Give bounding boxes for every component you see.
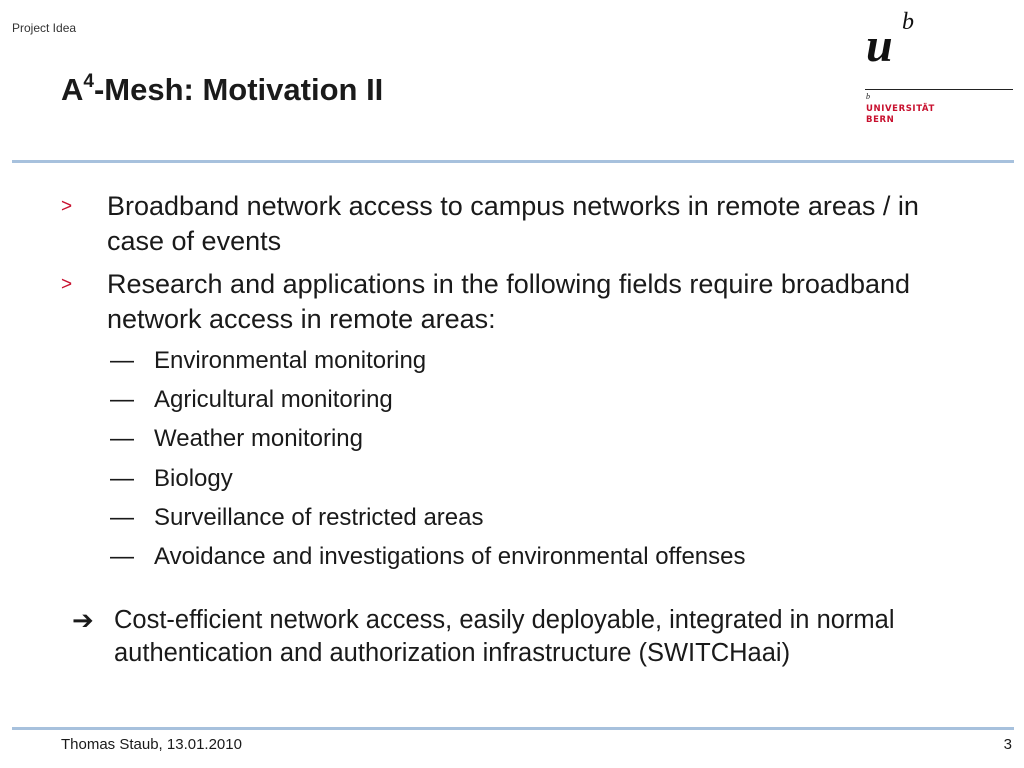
sub-item-text: Avoidance and investigations of environmental offenses <box>154 543 746 570</box>
sub-item-text: Agricultural monitoring <box>154 386 393 413</box>
university-logo <box>864 10 1016 130</box>
bullet-item <box>61 189 961 259</box>
bullet-marker-icon: > <box>61 274 73 295</box>
logo-small-b: b <box>866 92 870 101</box>
logo-university-text: UNIVERSITÄT <box>866 104 935 114</box>
sub-item-text: Biology <box>154 465 233 492</box>
page-number: 3 <box>1003 736 1012 753</box>
dash-icon: — <box>110 543 134 570</box>
logo-b-glyph: b <box>902 9 914 35</box>
sub-item <box>110 464 233 494</box>
bullet-item <box>61 267 961 337</box>
sub-item <box>110 346 426 376</box>
dash-icon: — <box>110 465 134 492</box>
sub-item-text: Environmental monitoring <box>154 347 427 374</box>
sub-item <box>110 503 483 533</box>
header-divider <box>12 160 1014 163</box>
logo-divider <box>865 89 1013 90</box>
footer-divider <box>12 727 1014 730</box>
bullet-text: Research and applications in the following fields require broadband network access in remote areas: <box>107 269 911 334</box>
conclusion <box>72 604 932 670</box>
dash-icon: — <box>110 425 134 452</box>
sub-item-text: Surveillance of restricted areas <box>154 504 484 531</box>
dash-icon: — <box>110 386 134 413</box>
logo-u-glyph: u <box>866 19 893 72</box>
title-superscript: 4 <box>83 70 94 92</box>
dash-icon: — <box>110 504 134 531</box>
footer-author-date: Thomas Staub, 13.01.2010 <box>61 736 242 753</box>
dash-icon: — <box>110 347 134 374</box>
bullet-marker-icon: > <box>61 196 73 217</box>
sub-item <box>110 385 393 415</box>
sub-item <box>110 542 746 572</box>
conclusion-text: Cost-efficient network access, easily deployable, integrated in normal authentication and authorization infrastructure (SWITCHaai) <box>114 606 895 667</box>
logo-bern-text: BERN <box>866 115 895 125</box>
slide-title <box>61 72 383 108</box>
right-arrow-icon: ➔ <box>72 605 94 635</box>
title-rest: -Mesh: Motivation II <box>93 72 384 107</box>
title-main: A <box>61 72 84 107</box>
sub-item <box>110 424 363 454</box>
section-label: Project Idea <box>12 21 77 35</box>
sub-item-text: Weather monitoring <box>154 425 363 452</box>
bullet-text: Broadband network access to campus networks in remote areas / in case of events <box>107 191 919 256</box>
